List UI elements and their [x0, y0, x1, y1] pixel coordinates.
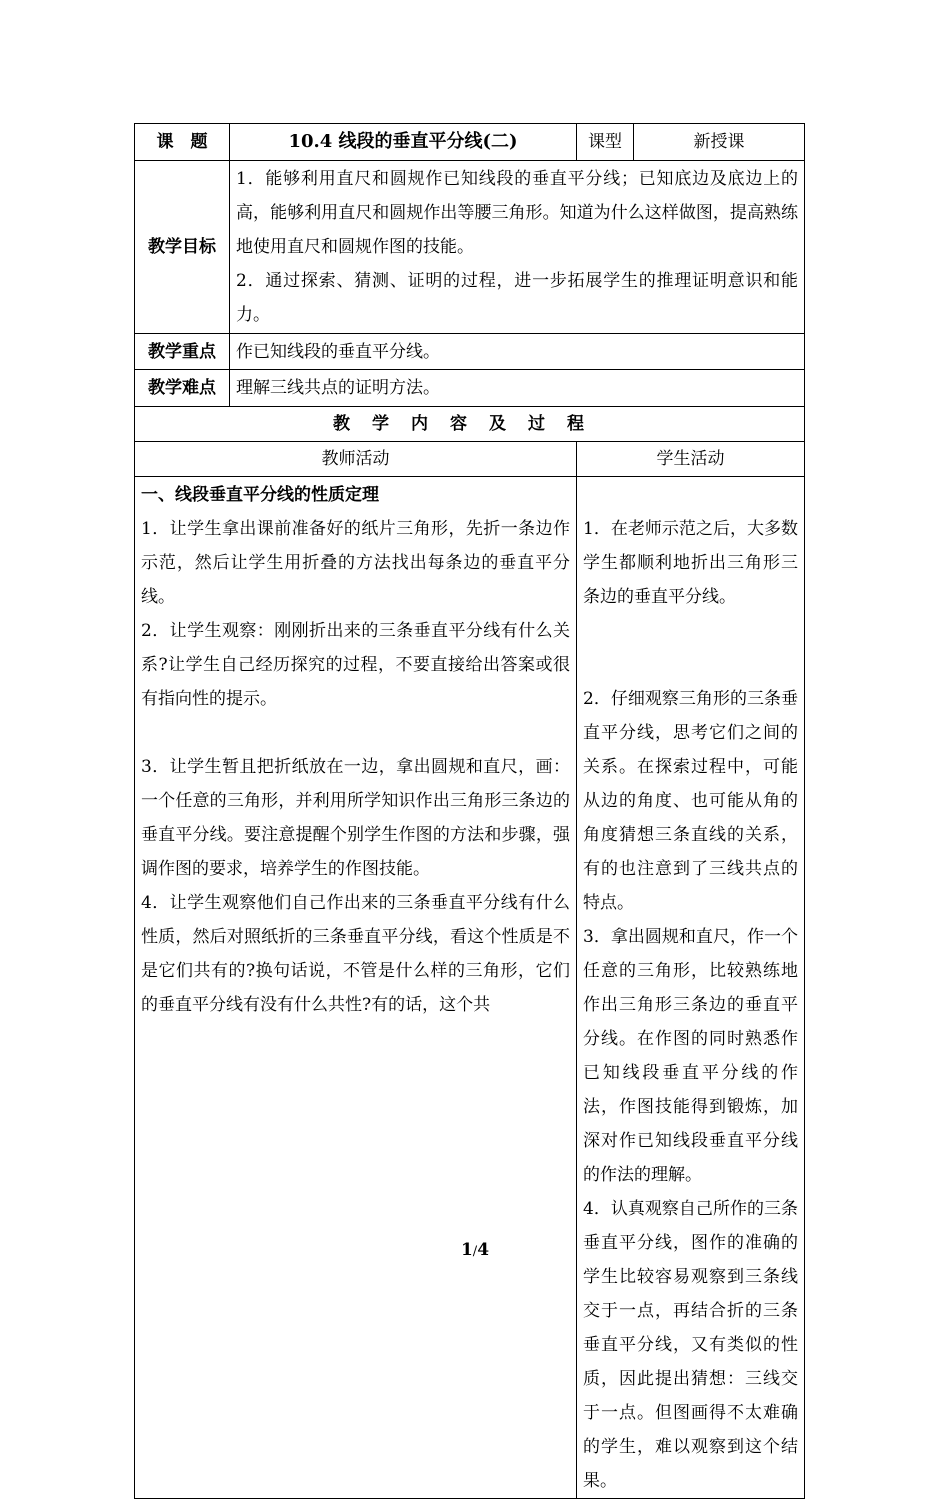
spacer	[583, 614, 798, 648]
lesson-type-value: 新授课	[634, 124, 805, 161]
page-number	[0, 1240, 950, 1260]
total-pages: 4	[477, 1240, 490, 1260]
lesson-plan-table	[134, 123, 805, 1499]
difficulty-row	[135, 370, 805, 407]
header-row	[135, 124, 805, 161]
spacer	[141, 716, 570, 750]
key-point-label: 教学重点	[135, 334, 230, 370]
student-step: 2．仔细观察三角形的三条垂直平分线，思考它们之间的关系。在探索过程中，可能从边的角度、也可能从角的角度猜想三条直线的关系，有的也注意到了三线共点的特点。	[583, 689, 799, 913]
teacher-activity-column	[135, 477, 577, 1499]
student-step: 3．拿出圆规和直尺，作一个任意的三角形，比较熟练地作出三角形三条边的垂直平分线。在作图的同时熟悉作已知线段垂直平分线的作法，作图技能得到锻炼，加深对作已知线段垂直平分线的作法的理解。	[583, 927, 799, 1185]
lesson-title: 10.4 线段的垂直平分线(二)	[230, 124, 577, 161]
teacher-step: 3．让学生暂且把折纸放在一边，拿出圆规和直尺，画：一个任意的三角形，并利用所学知识作出三角形三条边的垂直平分线。要注意提醒个别学生作图的方法和步骤，强调作图的要求，培养学生的作图技能。	[141, 757, 571, 879]
student-activity-column	[577, 477, 805, 1499]
objective-item: 1．能够利用直尺和圆规作已知线段的垂直平分线；已知底边及底边上的高，能够利用直尺和圆规作出等腰三角形。知道为什么这样做图，提高熟练地使用直尺和圆规作图的技能。	[236, 169, 799, 257]
difficulty-label: 教学难点	[135, 370, 230, 407]
spacer	[583, 478, 798, 512]
process-heading: 教学内容及过程	[333, 414, 606, 434]
section-title: 一、线段垂直平分线的性质定理	[141, 485, 379, 505]
current-page: 1	[460, 1240, 473, 1260]
student-activity-header: 学生活动	[577, 442, 805, 477]
teacher-step: 2．让学生观察：刚刚折出来的三条垂直平分线有什么关系?让学生自己经历探究的过程，不要直接给出答案或很有指向性的提示。	[141, 621, 571, 709]
objectives-label: 教学目标	[135, 161, 230, 334]
teacher-activity-header: 教师活动	[135, 442, 577, 477]
student-step: 4．认真观察自己所作的三条垂直平分线，图作的准确的学生比较容易观察到三条线交于一点，再结合折的三条垂直平分线，又有类似的性质，因此提出猜想：三线交于一点。但图画得不太难确的学生，难以观察到这个结果。	[583, 1199, 799, 1491]
student-step: 1．在老师示范之后，大多数学生都顺利地折出三角形三条边的垂直平分线。	[583, 519, 799, 607]
objectives-row	[135, 161, 805, 334]
page-separator: /	[472, 1244, 478, 1259]
difficulty-text: 理解三线共点的证明方法。	[230, 370, 805, 407]
lesson-type-label: 课型	[577, 124, 634, 161]
spacer	[583, 648, 798, 682]
topic-label: 课 题	[135, 124, 230, 161]
key-point-row	[135, 334, 805, 370]
process-heading-row	[135, 407, 805, 442]
objective-item: 2．通过探索、猜测、证明的过程，进一步拓展学生的推理证明意识和能力。	[236, 271, 799, 325]
teacher-step: 1．让学生拿出课前准备好的纸片三角形，先折一条边作示范，然后让学生用折叠的方法找出每条边的垂直平分线。	[141, 519, 571, 607]
teacher-step: 4．让学生观察他们自己作出来的三条垂直平分线有什么性质，然后对照纸折的三条垂直平分线，看这个性质是不是它们共有的?换句话说，不管是什么样的三角形，它们的垂直平分线有没有什么共性?有的话，这个共	[141, 893, 571, 1015]
activity-content-row	[135, 477, 805, 1499]
key-point-text: 作已知线段的垂直平分线。	[230, 334, 805, 370]
activity-header-row	[135, 442, 805, 477]
